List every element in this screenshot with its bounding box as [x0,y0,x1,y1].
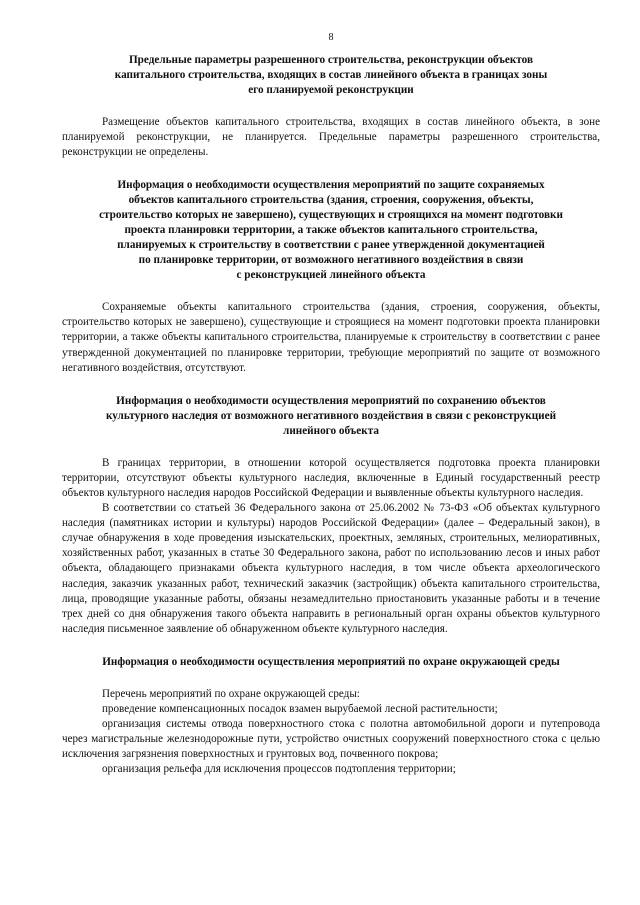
section-heading [62,178,600,283]
paragraph: В соответствии со статьей 36 Федерального закона от 25.06.2002 № 73-ФЗ «Об объектах культурного наследия (памятниках истории и культуры) народов Российской Федерации» (далее – Федеральный закон), в случае обнаружения в ходе проведения изыскательских, проектных, земляных, строительных, мелиоративных, хозяйственных работ, указанных в статье 30 Федерального закона, работ по использованию лесов и иных работ объекта, обладающего признаками объекта культурного наследия, в том числе объекта археологического наследия, заказчик указанных работ, технический заказчик (застройщик) объекта капитального строительства, лица, проводящие указанные работы, обязаны незамедлительно приостановить указанные работы и в течение трех дней со дня обнаружения такого объекта направить в региональный орган охраны объектов культурного наследия письменное заявление об обнаруженном объекте культурного наследия. [62,502,600,635]
heading-line: Информация о необходимости осуществления мероприятий по сохранению объектов [116,394,546,407]
heading-line: Информация о необходимости осуществления мероприятий по защите сохраняемых [117,179,545,192]
section-construction-parameters [62,53,600,160]
paragraph: В границах территории, в отношении которой осуществляется подготовка проекта планировки территории, отсутствуют объекты культурного наследия, включенные в Единый государственный реестр объектов культурного наследия народов Российской Федерации и выявленные объекты культурного наследия. [62,456,600,499]
heading-line: культурного наследия от возможного негативного воздействия в связи с реконструкцией [105,409,557,422]
section-environmental-protection [62,655,600,778]
list-item: организация рельефа для исключения процессов подтопления территории; [102,763,456,776]
heading-line: планируемых к строительству в соответствии с ранее утвержденной документацией [117,239,545,252]
page-number: 8 [328,32,334,43]
heading-line: по планировке территории, от возможного негативного воздействия в связи [138,254,524,267]
heading-line: капитального строительства, входящих в состав линейного объекта в границах зоны [114,69,548,81]
section-cultural-heritage [62,394,600,637]
heading-line: Предельные параметры разрешенного строительства, реконструкции объектов [128,54,534,66]
section-heading [62,53,600,98]
list-item: проведение компенсационных посадок взамен вырубаемой лесной растительности; [102,702,498,715]
heading-line: Информация о необходимости осуществления мероприятий по охране окружающей среды [102,655,560,668]
paragraph: Перечень мероприятий по охране окружающей среды: [102,687,360,700]
heading-line: линейного объекта [283,424,379,437]
paragraph: Размещение объектов капитального строительства, входящих в состав линейного объекта, в зоне планируемой реконструкции, не планируется. Предельные параметры разрешенного строительства, реконструкции не определены. [62,116,600,159]
heading-line: проекта планировки территории, а также объектов капитального строительства, [124,224,538,237]
heading-line: с реконструкцией линейного объекта [236,269,426,282]
heading-line: объектов капитального строительства (здания, строения, сооружения, объекты, [128,194,534,207]
heading-line: его планируемой реконструкции [248,84,414,96]
section-heading [62,394,600,439]
heading-line: строительство которых не завершено), существующих и строящихся на момент подготовки [99,209,563,222]
section-heading [62,655,600,670]
section-protection-of-preserved-objects [62,178,600,375]
list-item: организация системы отвода поверхностного стока с полотна автомобильной дороги и путепровода через магистральные железнодорожные пути, устройство очистных сооружений поверхностного стока с целью исключения загрязнения поверхностных и грунтовых вод, почвенного покрова; [62,718,600,761]
paragraph: Сохраняемые объекты капитального строительства (здания, строения, сооружения, объекты, строительство которых не завершено), существующие и строящиеся на момент подготовки проекта планировки территории, а также объекты капитального строительства, планируемые к строительству в соответствии с ранее утвержденной документацией по планировке территории, требующие мероприятий по защите от возможного негативного воздействия, отсутствуют. [62,301,600,374]
